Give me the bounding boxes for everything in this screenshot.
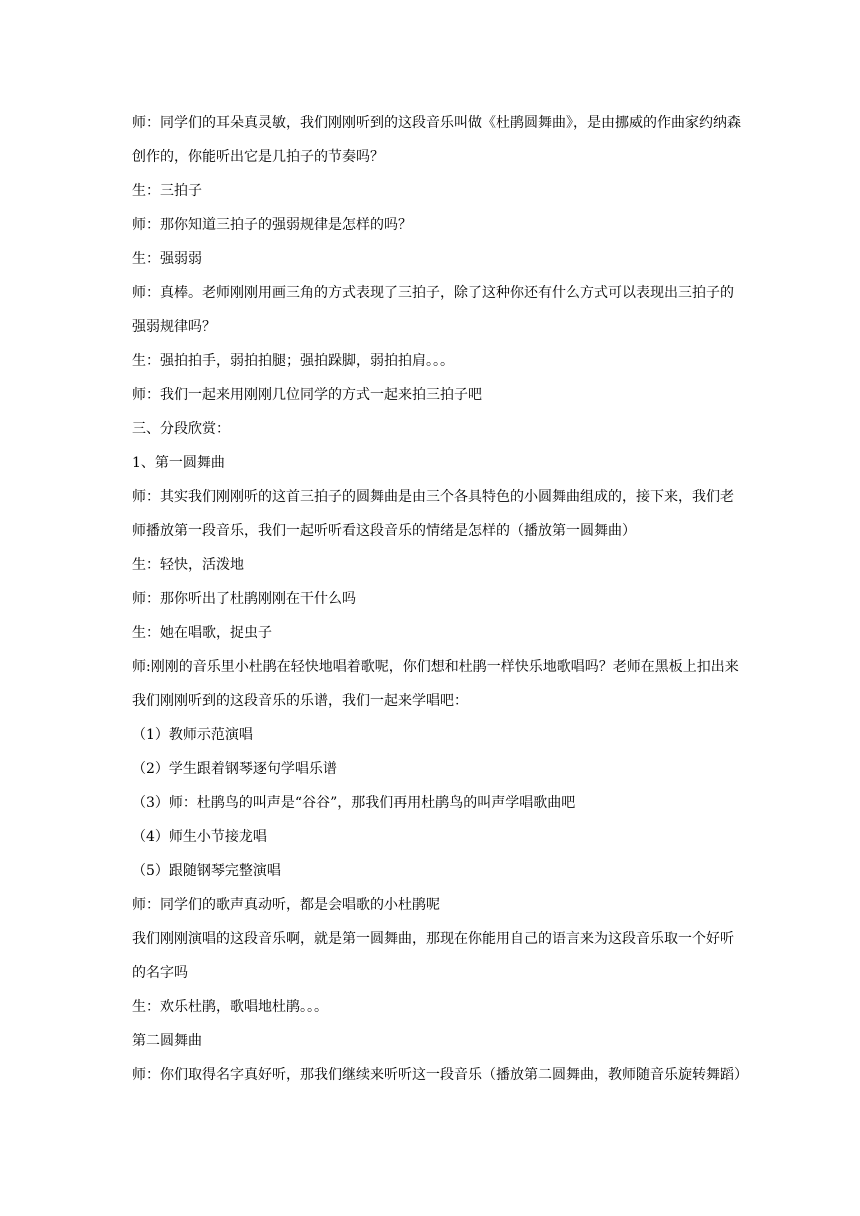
list-item: （4）师生小节接龙唱 [132, 829, 267, 845]
section-heading: 三、分段欣赏： [132, 421, 230, 437]
paragraph: 师：其实我们刚刚听的这首三拍子的圆舞曲是由三个各具特色的小圆舞曲组成的，接下来，我们老师播放第一段音乐，我们一起听听看这段音乐的情绪是怎样的（播放第一圆舞曲） [132, 489, 734, 539]
paragraph: 师：你们取得名字真好听，那我们继续来听听这一段音乐（播放第二圆舞曲，教师随音乐旋转舞蹈） [132, 1067, 748, 1083]
paragraph: 生：强弱弱 [132, 251, 202, 267]
paragraph: 生：欢乐杜鹃，歌唱地杜鹃。。。 [132, 999, 328, 1015]
paragraph: 师：真棒。老师刚刚用画三角的方式表现了三拍子，除了这种你还有什么方式可以表现出三拍子的强弱规律吗？ [132, 285, 734, 335]
document-body [132, 106, 748, 1092]
paragraph: 师：我们一起来用刚刚几位同学的方式一起来拍三拍子吧 [132, 387, 482, 403]
paragraph: 生：她在唱歌，捉虫子 [132, 625, 272, 641]
list-item: （2）学生跟着钢琴逐句学唱乐谱 [132, 761, 337, 777]
paragraph: 生：轻快，活泼地 [132, 557, 244, 573]
paragraph: 师：那你知道三拍子的强弱规律是怎样的吗？ [132, 217, 412, 233]
paragraph: 我们刚刚演唱的这段音乐啊，就是第一圆舞曲，那现在你能用自己的语言来为这段音乐取一个好听的名字吗 [132, 931, 734, 981]
paragraph: 师：那你听出了杜鹃刚刚在干什么吗 [132, 591, 356, 607]
paragraph: 生：强拍拍手，弱拍拍腿；强拍跺脚，弱拍拍肩。。。 [132, 353, 454, 369]
list-item: （5）跟随钢琴完整演唱 [132, 863, 281, 879]
subsection-heading: 第二圆舞曲 [132, 1033, 202, 1049]
paragraph: 生：三拍子 [132, 183, 202, 199]
list-item: （1）教师示范演唱 [132, 727, 253, 743]
list-item: （3）师：杜鹃鸟的叫声是“谷谷”，那我们再用杜鹃鸟的叫声学唱歌曲吧 [132, 795, 576, 811]
paragraph: 师:刚刚的音乐里小杜鹃在轻快地唱着歌呢，你们想和杜鹃一样快乐地歌唱吗？老师在黑板上扣出来我们刚刚听到的这段音乐的乐谱，我们一起来学唱吧： [132, 659, 739, 709]
subsection-heading: 1、第一圆舞曲 [132, 455, 225, 471]
paragraph: 师：同学们的歌声真动听，都是会唱歌的小杜鹃呢 [132, 897, 440, 913]
paragraph: 师：同学们的耳朵真灵敏，我们刚刚听到的这段音乐叫做《杜鹃圆舞曲》，是由挪威的作曲家约纳森创作的，你能听出它是几拍子的节奏吗？ [132, 115, 741, 165]
